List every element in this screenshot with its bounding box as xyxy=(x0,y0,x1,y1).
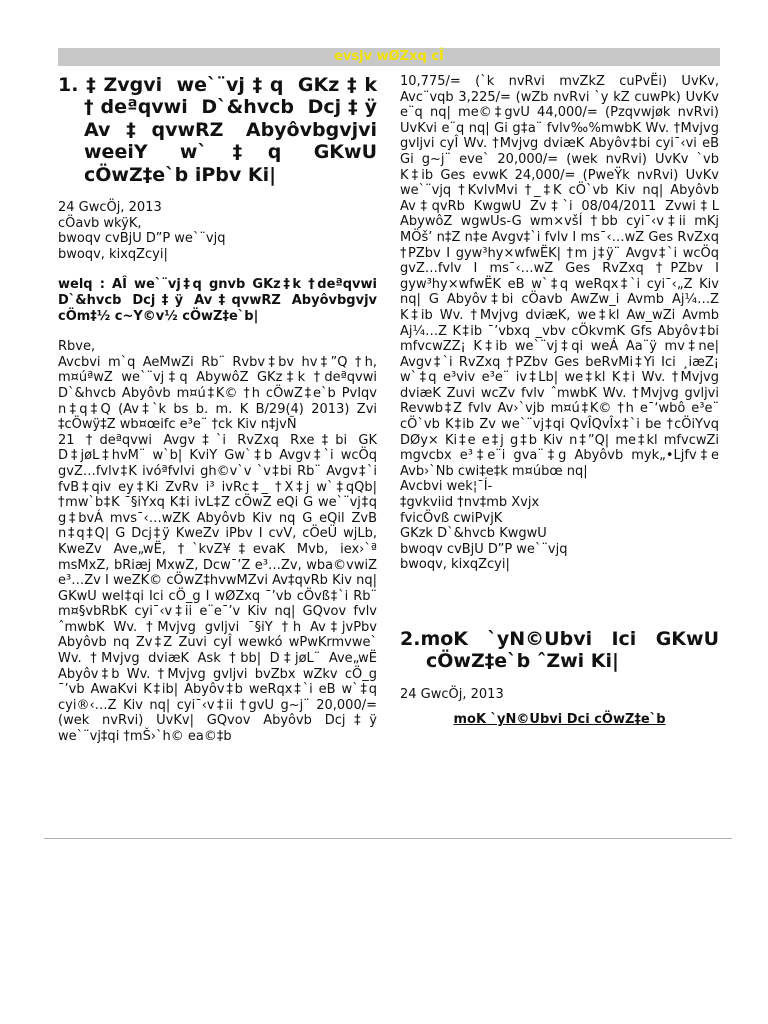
body-paragraph-2: 21 †deªqvwi Avgv‡`i RvZxq Rxe‡bi GK D‡jøL‡hvM¨ w`b| KviY Gw`‡b Avgv‡`i wcÖq gvZ…fvlv‡K ivóªfvlvi gh©v`v `v‡bi Rb¨ Avgv‡`i fvB‡qiv ey‡Ki ZvRv i³ ivRc‡_ †X‡j w`‡qQb| †mw`b‡K ¯§iYxq K‡i ivL‡Z cÖwZ eQi G we`¨vj‡q g‡bvÁ mvs¯‹…wZK Abyôvb Kiv nq G eQil ZvB n‡q‡Q| G Dcj‡ÿ KweZv iPbv I cvV, cÖeÜ wjLb, KweZv Ave„wË, †`kvZ¥‡evaK Mvb, iex›`ª msMxZ, bRiæj MxwZ, Dcw¯’Z e³…Zv, wba©vwiZ e³…Zv I weZK© cÖwZ‡hvwMZvi Av‡qvRb Kiv nq| GKwU wel‡qi Ici cÖ_g I wØZxq ¯’vb cÖvß‡`i Rb¨ m¤§vbRbK cyi¯‹v‡ii e¨e¯’v Kiv nq| GQvov fvlv ˆmwbK Wv. †Mvjvg gvljvi ¯§iY †h Av‡jvPbv Abyôvb nq Zv‡Z Zuvi cyÎ wewkó wPwKrmvwe` Wv. †Mvjvg dviæK Ask †bb| D‡jøL¨ Ave„wË Abyôv‡b Wv. †Mvjvg gvljvi bvZbx wZkv cÖ_g ¯’vb AwaKvi K‡ib| Abyôv‡b weRqx‡`i eB w`‡q cyi®‹…Z Kiv nq| cyi¯‹v‡ii †gvU g~j¨ 20,000/= (wek nvRvi) UvKv| GQvov Abyôvb Dcj‡ÿ we`¨vj‡qi †mŠ›`h© ea©‡b xyxy=(58,432,377,745)
closing-signature: Avcbvi wek¦¯Í- ‡gvkviid †nv‡mb Xvjx fvicÖvß cwiPvjK GKzk D`&hvcb KwgwU bwoqv cvBjU D”P we`¨vjq bwoqv, kixqZcyi| xyxy=(400,479,568,573)
report-1-date: 24 GwcÖj, 2013 xyxy=(58,200,162,216)
body-paragraph-continued: 10,775/= (`k nvRvi mvZkZ cuPvËi) UvKv, Avc¨vqb 3,225/= (wZb nvRvi `y kZ cuwPk) UvKv e¨q nq| me©‡gvU 44,000/= (Pzqvwjøk nvRvi) UvKvi e¨q nq| Gi g‡a¨ fvlv‰%mwbK Wv. †Mvjvg gvljvi cyÎ Wv. †Mvjvg dviæK Abyôv‡bi cyi¯‹vi eB Gi g~j¨ eve` 20,000/= (wek nvRvi) UvKv `vb K‡ib Ges evwK 24,000/= (PweŸk nvRvi) UvKv we`¨vjq †KvlvMvi †_‡K cÖ`vb Kiv nq| Abyôvb Av‡qvRb KwgwU Zv‡`i 08/04/2011 Zvwi‡L AbywôZ wgwUs-G wm×všÍ †bb cyi¯‹v‡ii mKj MÖš’ n‡Z n‡e Avgv‡`i fvlv I ms¯‹…wZ Ges RvZxq †PZbv I gyw³hy×wfwËK| †m j‡ÿ¨ Avgv‡`i wcÖq gvZ…fvlv I ms¯‹…wZ Ges RvZxq †PZbv I gyw³hy×wfwËK eB w`‡q weRqx‡`i cyi¯‹„Z Kiv nq| G Abyôv‡bi cÖavb AwZw_i Avmb Aj¼…Z K‡ib Wv. †Mvjvg dviæK, we‡kl Aw_wZi Avmb Aj¼…Z K‡ib ¯’vbxq _vbv cÖkvmK Gfs Abyôv‡bi mfvcwZZ¡ K‡ib we`¨vj‡qi weÁ Aa¨ÿ mv‡ne| Avgv‡`i RvZxq †PZbv Ges beRvMi‡Yi Ici ¸iæZ¡ w`‡q e³viv e³e¨ iv‡Lb| we‡kl K‡i Wv. †Mvjvg dviæK Zuvi wcZv fvlv ˆmwbK Wv. †Mvjvg gvljvi Revwb‡Z fvlv Av›`vjb m¤ú‡K© †h e¯‘wbô e³e¨ cÖ`vb K‡ib Zv we`¨vj‡qi QvÎQvÎx‡`i be †cÖiYvq DØy× Ki‡e e‡j g‡b Kiv n‡”Q| me‡kl mfvcwZi mgvcbx e³‡e¨i gva¨‡g Abyôvb myk„•Ljfv‡e Avb›`Nb cwi‡e‡k m¤úbœ nq| xyxy=(400,74,719,479)
report-2-subtitle: moK `yN©Ubvi Dci cÖwZ‡e`b xyxy=(453,712,666,728)
report-2-heading: 2.moK `yN©Ubvi Ici GKwU cÖwZ‡e`b ˆZwi Ki| xyxy=(400,628,719,673)
report-1-heading: 1.‡Zvgvi we`¨vj‡q GKz‡k †deªqvwi D`&hvcb Dcj‡ÿ Av‡qvwRZ Abyôvbgvjvi weeiY w`‡q GKwU cÖwZ‡e`b iPbv Ki| xyxy=(58,74,377,186)
subject-line: welq : AÎ we`¨vj‡q gnvb GKz‡k †deªqvwi D`&hvcb Dcj‡ÿ Av‡qvwRZ Abyôvbgvjv cÖm‡½ c~Y©v½ cÖwZ‡e`b| xyxy=(58,277,377,324)
page-banner: evsjv wØZxq cÎ xyxy=(58,48,720,66)
right-column xyxy=(400,74,719,728)
report-2-date: 24 GwcÖj, 2013 xyxy=(400,686,504,702)
left-column xyxy=(58,74,377,745)
page-divider xyxy=(44,838,732,839)
recipient-address: cÖavb wkÿK, bwoqv cvBjU D”P we`¨vjq bwoqv, kixqZcyi| xyxy=(58,215,226,262)
body-paragraph-1: Avcbvi m`q AeMwZi Rb¨ Rvbv‡bv hv‡”Q †h, m¤úªwZ we`¨vj‡q AbywôZ GKz‡k †deªqvwi D`&hvcb Abyôvb m¤ú‡K© †h cÖwZ‡e`b PvIqv n‡q‡Q (Av‡`k bs b. m. K B/29(4) 2013) Zvi ‡cÖwÿ‡Z wb¤œifc e³e¨ †ck Kiv n‡jvÑ xyxy=(58,354,377,433)
salutation: Rbve, xyxy=(58,339,96,355)
